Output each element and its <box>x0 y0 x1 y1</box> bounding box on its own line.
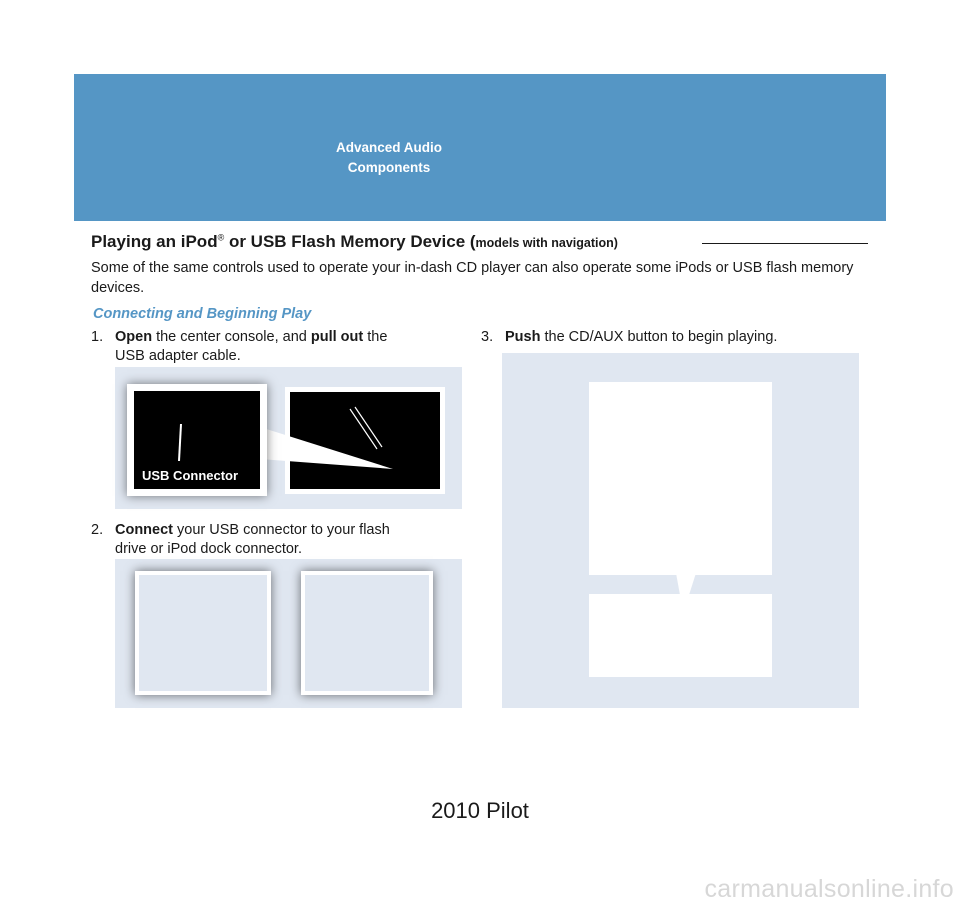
step-1-continuation: USB adapter cable. <box>115 348 241 364</box>
step-2-continuation: drive or iPod dock connector. <box>115 541 302 557</box>
step-1-text: the center console, and <box>152 329 311 345</box>
step-1-verb: Open <box>115 329 153 345</box>
usb-connector-inset <box>127 384 267 496</box>
ipod-dock-photo <box>301 571 433 695</box>
page-heading <box>91 232 618 252</box>
heading-main: Playing an iPod <box>91 232 218 251</box>
cd-aux-button-area <box>589 594 772 677</box>
step-1-illustration <box>115 367 462 509</box>
step-1-number: 1. <box>91 329 104 345</box>
heading-qualifier: models with navigation) <box>475 236 618 250</box>
page-footer: 2010 Pilot <box>431 798 529 823</box>
heading-rest: or USB Flash Memory Device ( <box>224 232 476 251</box>
step-2-illustration <box>115 559 462 708</box>
step-2 <box>91 521 461 559</box>
step-3-number: 3. <box>481 329 494 345</box>
flash-drive-photo <box>135 571 271 695</box>
watermark: carmanualsonline.info <box>704 875 954 903</box>
step-3-verb: Push <box>505 329 541 345</box>
section-banner <box>74 74 886 221</box>
heading-rule <box>702 243 868 244</box>
step-3 <box>481 328 881 347</box>
step-2-number: 2. <box>91 522 104 538</box>
step-1 <box>91 328 461 366</box>
banner-title-line1: Advanced Audio <box>335 140 442 155</box>
step-1-text2: the <box>363 329 388 345</box>
registered-mark: ® <box>217 232 225 243</box>
usb-connector-label: USB Connector <box>142 468 239 483</box>
banner-title-line2: Components <box>347 160 431 175</box>
step-2-text: your USB connector to your flash <box>173 522 390 538</box>
subsection-heading: Connecting and Beginning Play <box>93 306 312 322</box>
intro-paragraph: Some of the same controls used to operate your in-dash CD player can also operate some iPods or USB flash memory devices. <box>91 260 854 296</box>
step-1-verb2: pull out <box>310 329 364 345</box>
step-3-illustration <box>502 353 859 708</box>
step-3-text: the CD/AUX button to begin playing. <box>540 329 778 345</box>
step-2-verb: Connect <box>115 522 173 538</box>
banner-title <box>299 138 479 178</box>
